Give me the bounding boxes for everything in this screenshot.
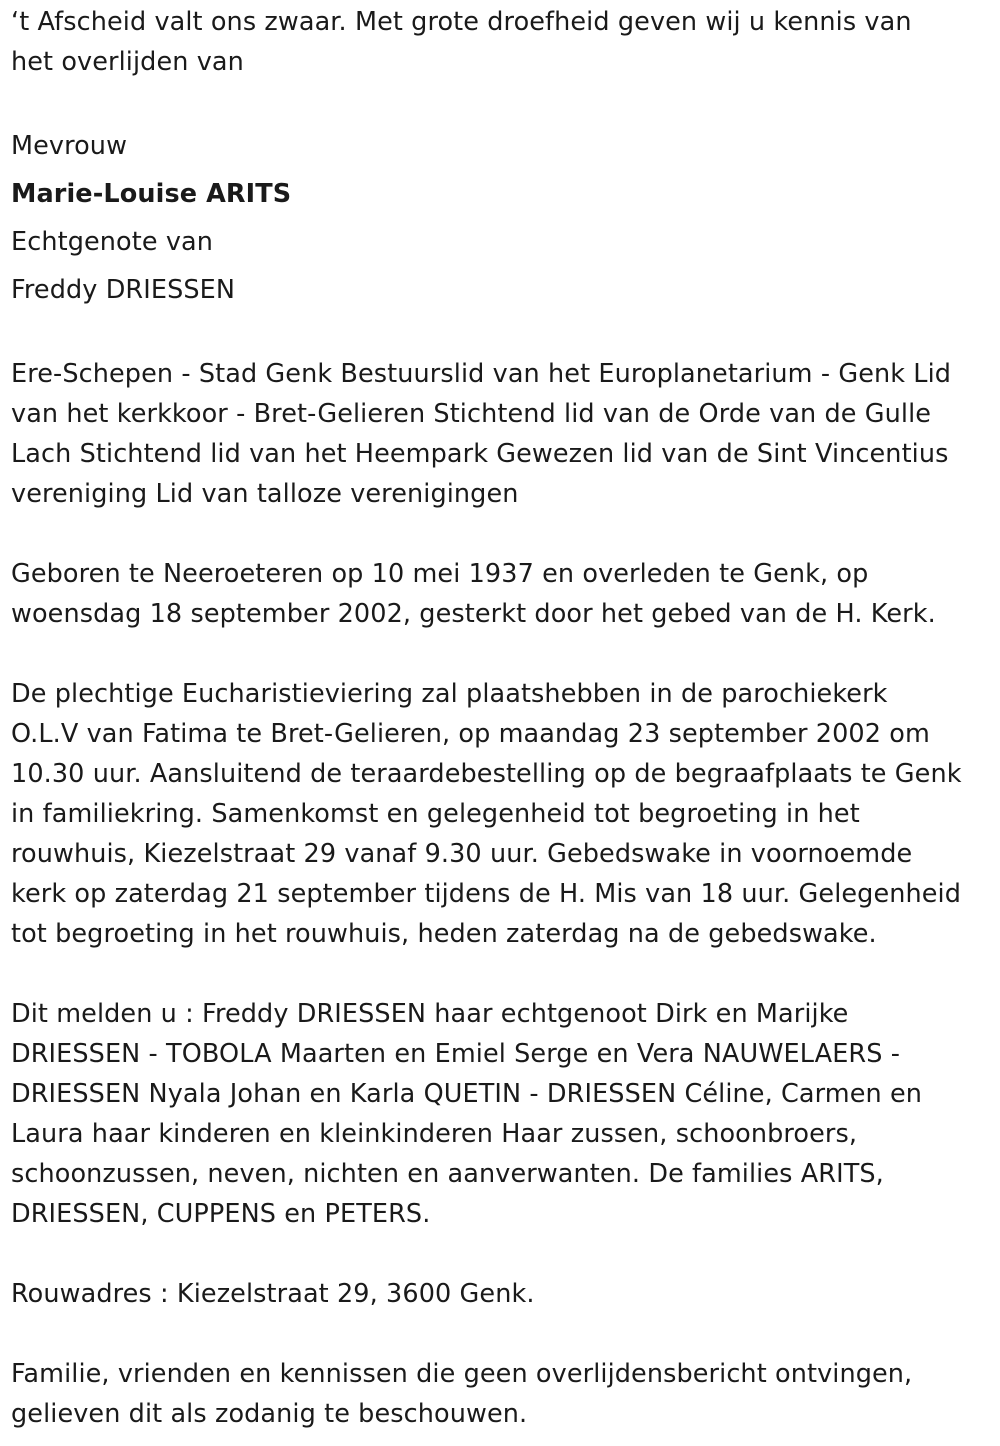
paragraph-gap (11, 1314, 996, 1354)
closing-line: Familie, vrienden en kennissen die geen overlijdensbericht ontvingen, (11, 1359, 913, 1389)
ceremony-paragraph (11, 674, 996, 954)
paragraph-gap (11, 954, 996, 994)
functions-line: vereniging Lid van talloze verenigingen (11, 479, 519, 509)
functions-line: van het kerkkoor - Bret-Gelieren Stichtend lid van de Orde van de Gulle (11, 399, 932, 429)
closing-paragraph (11, 1354, 996, 1434)
paragraph-gap (11, 314, 996, 354)
spouse-name: Freddy DRIESSEN (11, 275, 236, 305)
address-paragraph (11, 1274, 996, 1314)
functions-paragraph (11, 354, 996, 514)
announcers-line: DRIESSEN - TOBOLA Maarten en Emiel Serge en Vera NAUWELAERS - (11, 1039, 901, 1069)
announcers-line: Laura haar kinderen en kleinkinderen Haar zussen, schoonbroers, (11, 1119, 858, 1149)
birth-death-paragraph (11, 554, 996, 634)
intro-paragraph (11, 2, 996, 82)
paragraph-gap (11, 1234, 996, 1274)
announcers-line: Dit melden u : Freddy DRIESSEN haar echtgenoot Dirk en Marijke (11, 999, 849, 1029)
ceremony-line: 10.30 uur. Aansluitend de teraardebestelling op de begraafplaats te Genk (11, 759, 962, 789)
relation-label: Echtgenote van (11, 227, 214, 257)
birth-death-line: Geboren te Neeroeteren op 10 mei 1937 en overleden te Genk, op (11, 559, 869, 589)
birth-death-line: woensdag 18 september 2002, gesterkt door het gebed van de H. Kerk. (11, 599, 936, 629)
ceremony-line: in familiekring. Samenkomst en gelegenheid tot begroeting in het (11, 799, 860, 829)
ceremony-line: rouwhuis, Kiezelstraat 29 vanaf 9.30 uur. Gebedswake in voornoemde (11, 839, 913, 869)
paragraph-gap (11, 82, 996, 122)
paragraph-gap (11, 514, 996, 554)
obituary-document (11, 2, 996, 1434)
functions-line: Lach Stichtend lid van het Heempark Gewezen lid van de Sint Vincentius (11, 439, 949, 469)
intro-line: ‘t Afscheid valt ons zwaar. Met grote droefheid geven wij u kennis van (11, 7, 912, 37)
closing-line: gelieven dit als zodanig te beschouwen. (11, 1399, 528, 1429)
announcers-line: DRIESSEN Nyala Johan en Karla QUETIN - DRIESSEN Céline, Carmen en (11, 1079, 923, 1109)
ceremony-line: O.L.V van Fatima te Bret-Gelieren, op maandag 23 september 2002 om (11, 719, 930, 749)
ceremony-line: tot begroeting in het rouwhuis, heden zaterdag na de gebedswake. (11, 919, 877, 949)
announcers-line: schoonzussen, neven, nichten en aanverwanten. De families ARITS, (11, 1159, 884, 1189)
deceased-name: Marie-Louise ARITS (11, 179, 292, 209)
person-block (11, 122, 996, 314)
functions-line: Ere-Schepen - Stad Genk Bestuurslid van het Europlanetarium - Genk Lid (11, 359, 952, 389)
intro-line: het overlijden van (11, 47, 244, 77)
announcers-line: DRIESSEN, CUPPENS en PETERS. (11, 1199, 431, 1229)
announcers-paragraph (11, 994, 996, 1234)
ceremony-line: De plechtige Eucharistieviering zal plaatshebben in de parochiekerk (11, 679, 888, 709)
ceremony-line: kerk op zaterdag 21 september tijdens de H. Mis van 18 uur. Gelegenheid (11, 879, 962, 909)
paragraph-gap (11, 634, 996, 674)
mourning-address: Rouwadres : Kiezelstraat 29, 3600 Genk. (11, 1279, 535, 1309)
person-title: Mevrouw (11, 131, 128, 161)
